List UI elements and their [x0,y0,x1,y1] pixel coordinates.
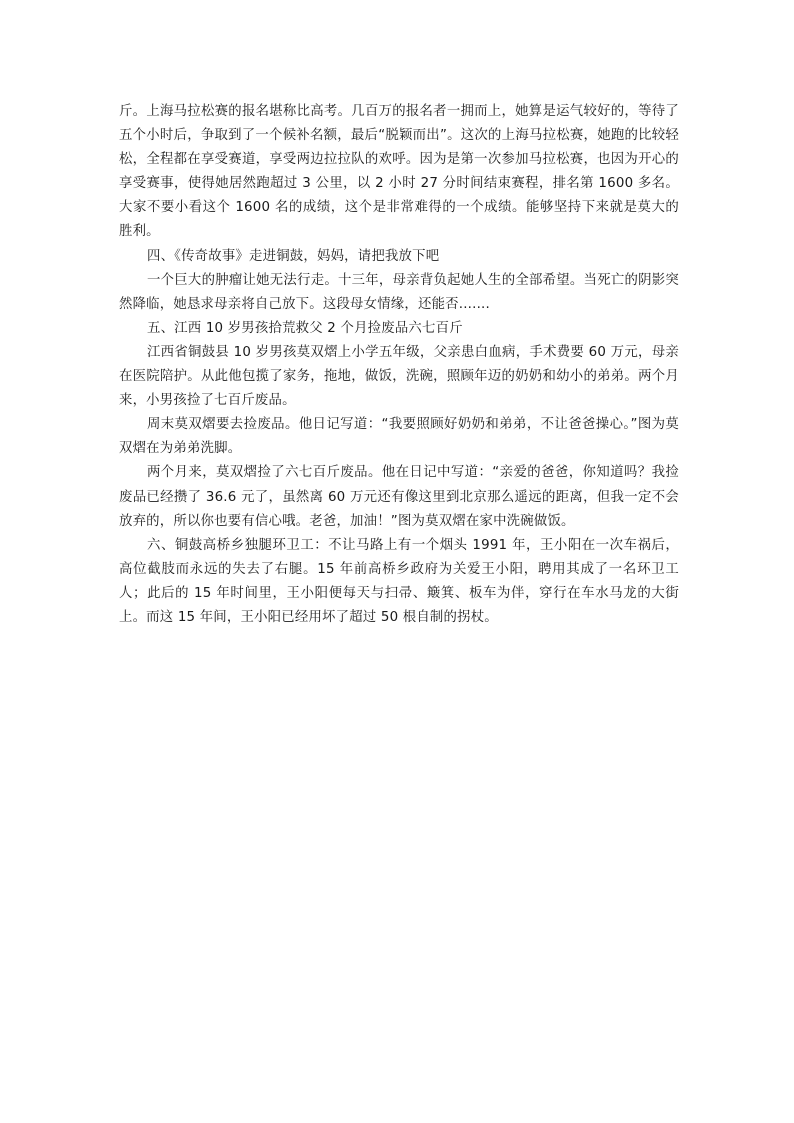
paragraph-boy-diary-two: 两个月来，莫双熠捡了六七百斤废品。他在日记中写道：“亲爱的爸爸，你知道吗？我捡废品已经攒了 36.6 元了，虽然离 60 万元还有像这里到北京那么遥远的距离，但我一定不会放弃的，所以你也要有信心哦。老爸，加油！”图为莫双熠在家中洗碗做饭。 [119,465,679,529]
paragraph-sanitation-worker: 六、铜鼓高桥乡独腿环卫工：不让马路上有一个烟头 1991 年，王小阳在一次车祸后，高位截肢而永远的失去了右腿。15 年前高桥乡政府为关爱王小阳，聘用其成了一名环卫工人；此后的 15 年时间里，王小阳便每天与扫帚、簸箕、板车为伴，穿行在车水马龙的大街上。而这 15 年间，王小阳已经用坏了超过 50 根自制的拐杖。 [119,537,679,625]
heading-section-four: 四、《传奇故事》走进铜鼓，妈妈，请把我放下吧 [147,248,440,264]
paragraph-boy-diary-one: 周末莫双熠要去捡废品。他日记写道：“我要照顾好奶奶和弟弟，不让爸爸操心。”图为莫双熠在为弟弟洗脚。 [119,417,679,457]
document-body [119,100,679,630]
paragraph-mother-daughter: 一个巨大的肿瘤让她无法行走。十三年，母亲背负起她人生的全部希望。当死亡的阴影突然降临，她恳求母亲将自己放下。这段母女情缘，还能否....... [119,272,679,312]
paragraph-boy-background: 江西省铜鼓县 10 岁男孩莫双熠上小学五年级，父亲患白血病，手术费要 60 万元，母亲在医院陪护。从此他包揽了家务，拖地，做饭，洗碗，照顾年迈的奶奶和幼小的弟弟。两个月来，小男孩捡了七百斤废品。 [119,344,679,409]
paragraph-marathon-result: 斤。上海马拉松赛的报名堪称比高考。几百万的报名者一拥而上，她算是运气较好的，等待了五个小时后，争取到了一个候补名额，最后“脱颖而出”。这次的上海马拉松赛，她跑的比较轻松，全程都在享受赛道，享受两边拉拉队的欢呼。因为是第一次参加马拉松赛，也因为开心的享受赛事，使得她居然跑超过 3 公里，以 2 小时 27 分时间结束赛程，排名第 1600 多名。大家不要小看这个 1600 名的成绩，这个是非常难得的一个成绩。能够坚持下来就是莫大的胜利。 [119,104,679,240]
heading-section-five: 五、江西 10 岁男孩拾荒救父 2 个月捡废品六七百斤 [147,320,463,336]
